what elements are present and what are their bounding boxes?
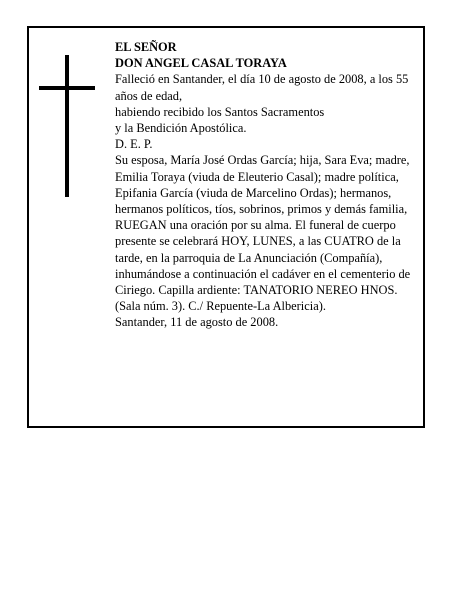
deceased-name: DON ANGEL CASAL TORAYA — [115, 56, 287, 71]
cross-icon — [39, 55, 95, 197]
sacraments-line-2: y la Bendición Apostólica. — [115, 121, 247, 136]
family-paragraph: Su esposa, María José Ordas García; hija, Sara Eva; madre, Emilia Toraya (viuda de Eleuterio Casal); madre política, Epifania García (viuda de Marcelino Ordas); hermanos, hermanos políticos, tíos, sobrinos, primos y demás familia, — [115, 153, 410, 217]
funeral-paragraph: RUEGAN una oración por su alma. El funeral de cuerpo presente se celebrará HOY, LUNES, a las CUATRO de la tarde, en la parroquia de La Anunciación (Compañía), inhumándose a continuación el cadáver en el cementerio de Ciriego. Capilla ardiente: TANATORIO NEREO HNOS. (Sala núm. 3). C./ Repuente-La Albericia). — [115, 218, 411, 314]
death-statement: Falleció en Santander, el día 10 de agosto de 2008, a los 55 años de edad, — [115, 72, 409, 103]
cross-vertical-bar — [65, 55, 69, 197]
sacraments-line-1: habiendo recibido los Santos Sacramentos — [115, 104, 325, 119]
notice-text — [115, 39, 420, 331]
place-date-line: Santander, 11 de agosto de 2008. — [115, 315, 279, 330]
obituary-notice — [27, 26, 425, 428]
dep-line: D. E. P. — [115, 137, 153, 152]
title-line-1: EL SEÑOR — [115, 40, 177, 54]
cross-horizontal-bar — [39, 86, 95, 90]
